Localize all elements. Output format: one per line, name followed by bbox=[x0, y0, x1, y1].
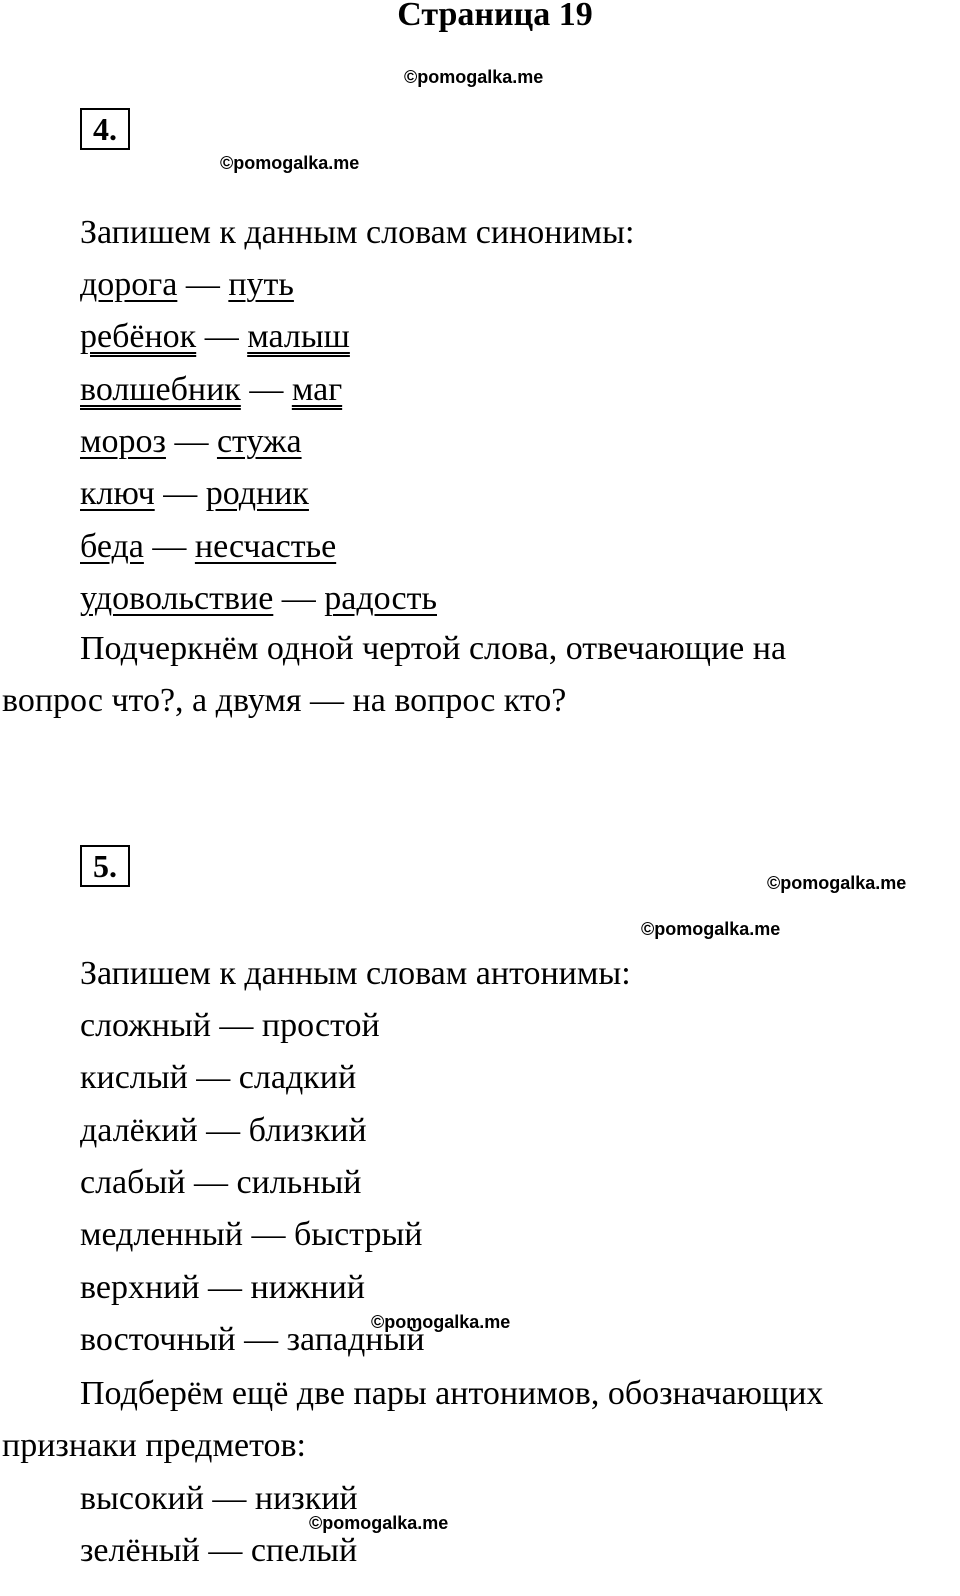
word: волшебник bbox=[80, 370, 241, 408]
dash: — bbox=[204, 318, 239, 356]
antonym-pair: медленный — быстрый bbox=[80, 1216, 423, 1254]
synonym-pair bbox=[80, 371, 342, 409]
dash: — bbox=[152, 527, 187, 565]
antonym-pair: слабый — сильный bbox=[80, 1163, 362, 1201]
synonym-pair bbox=[80, 423, 302, 461]
word: мороз bbox=[80, 422, 166, 460]
antonym-pair: далёкий — близкий bbox=[80, 1111, 367, 1149]
synonym: стужа bbox=[216, 422, 302, 460]
synonym: путь bbox=[228, 266, 294, 303]
synonym: родник bbox=[205, 475, 309, 513]
antonym-pair: сложный — простой bbox=[80, 1007, 380, 1044]
synonym-pair bbox=[80, 475, 309, 513]
dash: — bbox=[163, 475, 198, 513]
antonym-pair: восточный — западный bbox=[80, 1320, 425, 1358]
task-outro: вопрос что?, а двумя — на вопрос кто? bbox=[2, 682, 567, 719]
word: ребёнок bbox=[80, 318, 197, 356]
word: ключ bbox=[80, 475, 155, 513]
dash: — bbox=[174, 422, 209, 460]
synonym-pair bbox=[80, 266, 294, 304]
synonym-pair bbox=[80, 318, 350, 356]
watermark: ©pomogalka.me bbox=[309, 1513, 449, 1533]
watermark: ©pomogalka.me bbox=[641, 919, 781, 939]
dash: — bbox=[281, 579, 316, 617]
watermark: ©pomogalka.me bbox=[404, 67, 544, 87]
task-outro: Подчеркнём одной чертой слова, отвечающие на bbox=[80, 630, 787, 667]
antonym-pair: кислый — сладкий bbox=[80, 1059, 357, 1097]
watermark: ©pomogalka.me bbox=[767, 873, 907, 893]
task-number: 4. bbox=[80, 108, 130, 150]
dash: — bbox=[249, 370, 284, 408]
synonym: маг bbox=[291, 370, 343, 408]
dash: — bbox=[185, 266, 220, 303]
word: дорога bbox=[80, 266, 178, 303]
antonym-pair: высокий — низкий bbox=[80, 1480, 358, 1517]
task-outro: Подберём ещё две пары антонимов, обозначающих bbox=[80, 1375, 824, 1412]
task-intro: Запишем к данным словам антонимы: bbox=[80, 955, 631, 992]
task-number: 5. bbox=[80, 845, 130, 887]
word: удовольствие bbox=[80, 579, 274, 617]
word: беда bbox=[80, 527, 144, 565]
page-title: Страница 19 bbox=[397, 0, 593, 33]
antonym-pair: верхний — нижний bbox=[80, 1268, 365, 1306]
synonym: несчастье bbox=[194, 527, 337, 565]
antonym-pair: зелёный — спелый bbox=[80, 1532, 358, 1570]
watermark: ©pomogalka.me bbox=[220, 153, 360, 173]
task-intro: Запишем к данным словам синонимы: bbox=[80, 214, 635, 251]
synonym-pair bbox=[80, 580, 437, 618]
task-outro: признаки предметов: bbox=[2, 1427, 306, 1464]
synonym: радость bbox=[324, 579, 437, 617]
synonym: малыш bbox=[247, 318, 350, 356]
synonym-pair bbox=[80, 528, 336, 566]
watermark: ©pomogalka.me bbox=[371, 1312, 511, 1332]
